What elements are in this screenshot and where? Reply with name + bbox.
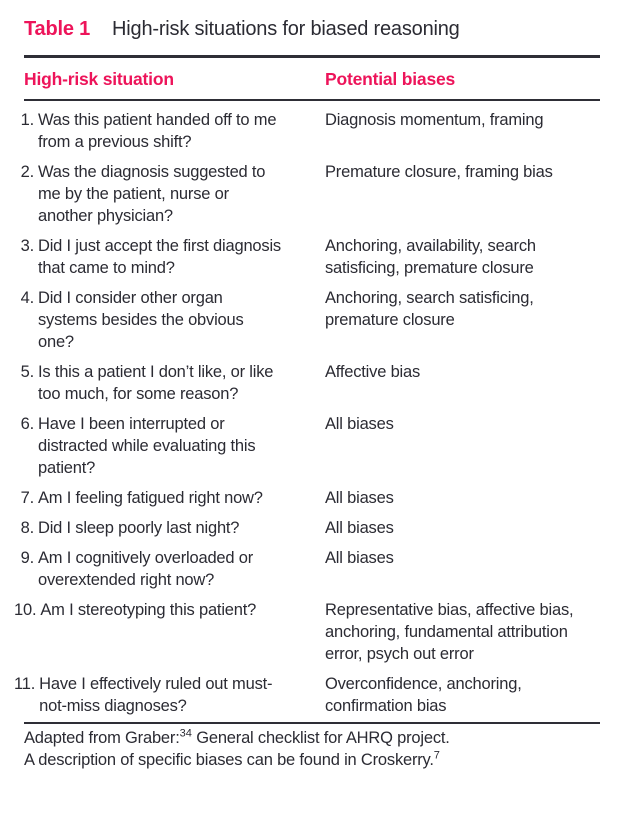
footnote-text: General checklist for AHRQ project. (191, 729, 450, 747)
table-body (14, 101, 600, 717)
rule-above-footnotes (24, 722, 600, 724)
row-number: 10. (14, 601, 37, 619)
reference-superscript: 7 (433, 749, 440, 762)
situation-cell (14, 361, 325, 405)
situation-cell (14, 287, 325, 353)
table-title: High-risk situations for biased reasoning (112, 18, 460, 40)
column-header-biases: Potential biases (325, 69, 456, 89)
situation-text: Was the diagnosis suggested to me by the patient, nurse or another physician? (38, 163, 266, 225)
table-row (14, 161, 600, 227)
situation-cell (14, 487, 325, 509)
table-row (14, 109, 600, 153)
situation-text: Have I effectively ruled out must-not-miss diagnoses? (39, 675, 273, 715)
table-row (14, 361, 600, 405)
biases-cell: Representative bias, affective bias, anchoring, fundamental attribution error, psych out error (325, 601, 574, 663)
situation-cell (14, 517, 325, 539)
table-row (14, 413, 600, 479)
footnote-adapted-from (24, 727, 600, 749)
table-row (14, 517, 600, 539)
row-number: 5. (20, 363, 34, 381)
biases-cell: Premature closure, framing bias (325, 163, 553, 181)
situation-text: Am I feeling fatigued right now? (38, 489, 263, 507)
biases-cell: All biases (325, 519, 394, 537)
biases-cell: Anchoring, search satisficing, premature closure (325, 289, 534, 329)
footnote-text: Adapted from Graber: (24, 729, 180, 747)
biases-cell: All biases (325, 489, 394, 507)
table-row (14, 673, 600, 717)
situation-cell (14, 673, 325, 717)
table-number-label: Table 1 (24, 18, 91, 40)
situation-text: Have I been interrupted or distracted while evaluating this patient? (38, 415, 256, 477)
row-number: 8. (20, 519, 34, 537)
row-number: 6. (20, 415, 34, 433)
footnote-text: A description of specific biases can be found in Croskerry. (24, 751, 434, 769)
situation-cell (14, 161, 325, 227)
table-row (14, 287, 600, 353)
biases-cell: Anchoring, availability, search satisficing, premature closure (325, 237, 536, 277)
row-number: 9. (20, 549, 34, 567)
biases-cell: All biases (325, 549, 394, 567)
biases-cell: Overconfidence, anchoring, confirmation bias (325, 675, 522, 715)
row-number: 7. (20, 489, 34, 507)
table-row (14, 547, 600, 591)
situation-text: Was this patient handed off to me from a previous shift? (38, 111, 277, 151)
situation-text: Is this a patient I don’t like, or like too much, for some reason? (38, 363, 274, 403)
table-row (14, 235, 600, 279)
footnote-bias-description (24, 749, 600, 771)
situation-cell (14, 109, 325, 153)
row-number: 4. (20, 289, 34, 307)
row-number: 1. (20, 111, 34, 129)
situation-cell (14, 547, 325, 591)
situation-text: Am I stereotyping this patient? (40, 601, 257, 619)
situation-text: Am I cognitively overloaded or overextended right now? (38, 549, 254, 589)
situation-cell (14, 413, 325, 479)
column-header-row (24, 58, 600, 99)
reference-superscript: 34 (179, 727, 192, 740)
situation-cell (14, 599, 325, 665)
biases-cell: Diagnosis momentum, framing (325, 111, 544, 129)
biases-cell: All biases (325, 415, 394, 433)
table-row (14, 487, 600, 509)
table-row (14, 599, 600, 665)
row-number: 2. (20, 163, 34, 181)
table-footnotes (24, 727, 600, 771)
situation-cell (14, 235, 325, 279)
row-number: 3. (20, 237, 34, 255)
row-number: 11. (14, 675, 36, 693)
situation-text: Did I consider other organ systems besides the obvious one? (38, 289, 244, 351)
biases-cell: Affective bias (325, 363, 421, 381)
table-caption (24, 14, 600, 44)
situation-text: Did I just accept the first diagnosis that came to mind? (38, 237, 281, 277)
situation-text: Did I sleep poorly last night? (38, 519, 240, 537)
column-header-situation: High-risk situation (24, 69, 174, 89)
